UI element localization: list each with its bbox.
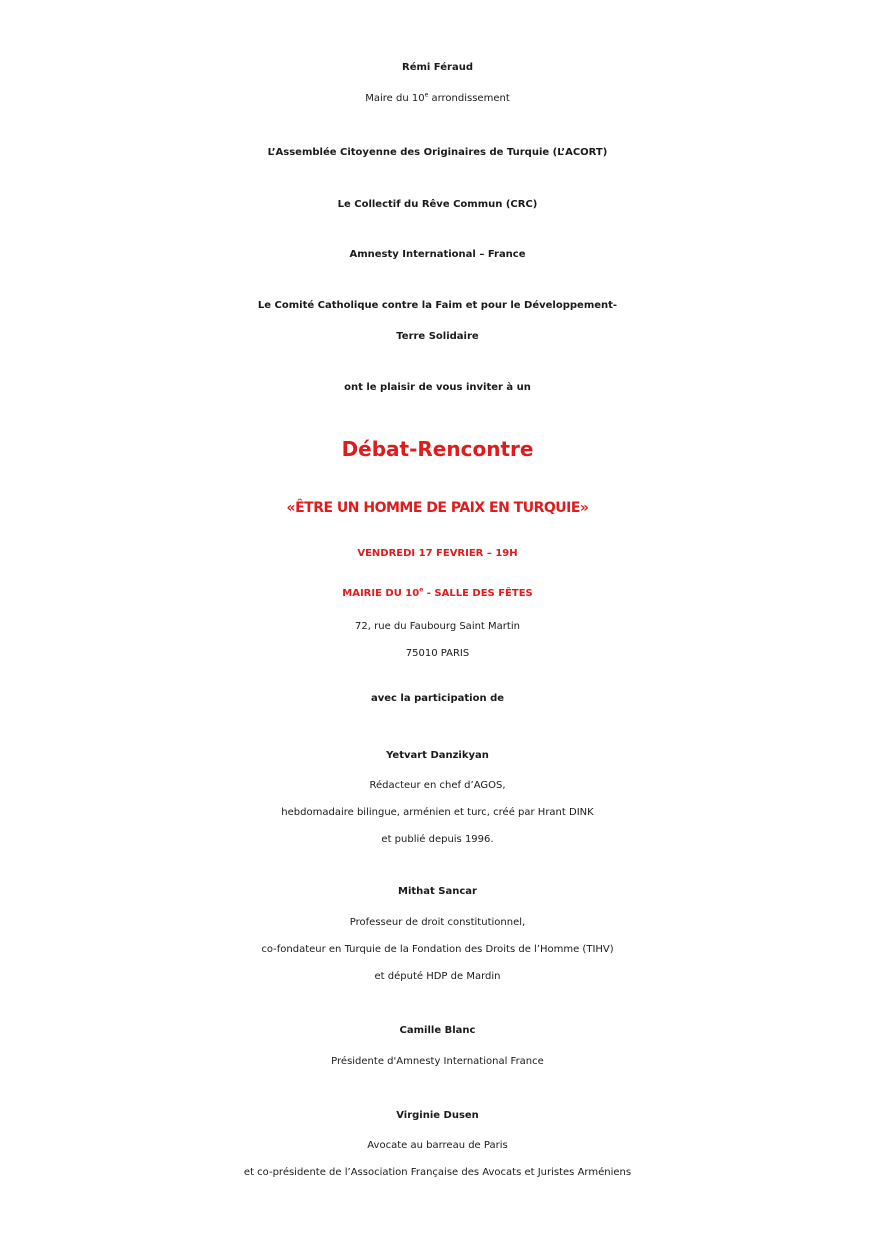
organization-ccfd-line2: Terre Solidaire [396,331,479,342]
speaker-detail: hebdomadaire bilingue, arménien et turc, créé par Hrant DINK [281,807,594,818]
event-type: Débat-Rencontre [341,437,534,461]
speaker-name: Mithat Sancar [398,886,477,897]
speaker-detail: Rédacteur en chef d’AGOS, [369,780,506,791]
host-name: Rémi Féraud [402,62,473,73]
speaker-detail: et publié depuis 1996. [381,834,494,845]
speaker-name: Yetvart Danzikyan [386,750,489,761]
event-title: «ÊTRE UN HOMME DE PAIX EN TURQUIE» [286,500,589,516]
event-venue: MAIRIE DU 10e - SALLE DES FÊTES [342,586,533,599]
organization-crc: Le Collectif du Rêve Commun (CRC) [337,199,538,210]
invitation-text: ont le plaisir de vous inviter à un [344,382,531,393]
event-address-city: 75010 PARIS [405,648,470,659]
organization-ccfd-line1: Le Comité Catholique contre la Faim et pour le Développement- [257,300,618,311]
speaker-detail: Présidente d'Amnesty International France [331,1056,544,1067]
participation-heading: avec la participation de [370,693,505,704]
speaker-detail: co-fondateur en Turquie de la Fondation des Droits de l’Homme (TIHV) [261,944,614,955]
speaker-detail: Avocate au barreau de Paris [367,1140,508,1151]
speaker-name: Camille Blanc [399,1025,476,1036]
speaker-detail: Professeur de droit constitutionnel, [349,917,526,928]
event-address-street: 72, rue du Faubourg Saint Martin [355,621,520,632]
speaker-detail: et co-présidente de l’Association Française des Avocats et Juristes Arméniens [243,1167,632,1178]
speaker-detail: et député HDP de Mardin [374,971,501,982]
host-title: Maire du 10e arrondissement [365,91,510,104]
organization-amnesty: Amnesty International – France [349,249,526,260]
speaker-name: Virginie Dusen [396,1110,479,1121]
organization-acort: L’Assemblée Citoyenne des Originaires de Turquie (L’ACORT) [267,147,608,158]
event-datetime: VENDREDI 17 FEVRIER – 19H [357,548,518,559]
